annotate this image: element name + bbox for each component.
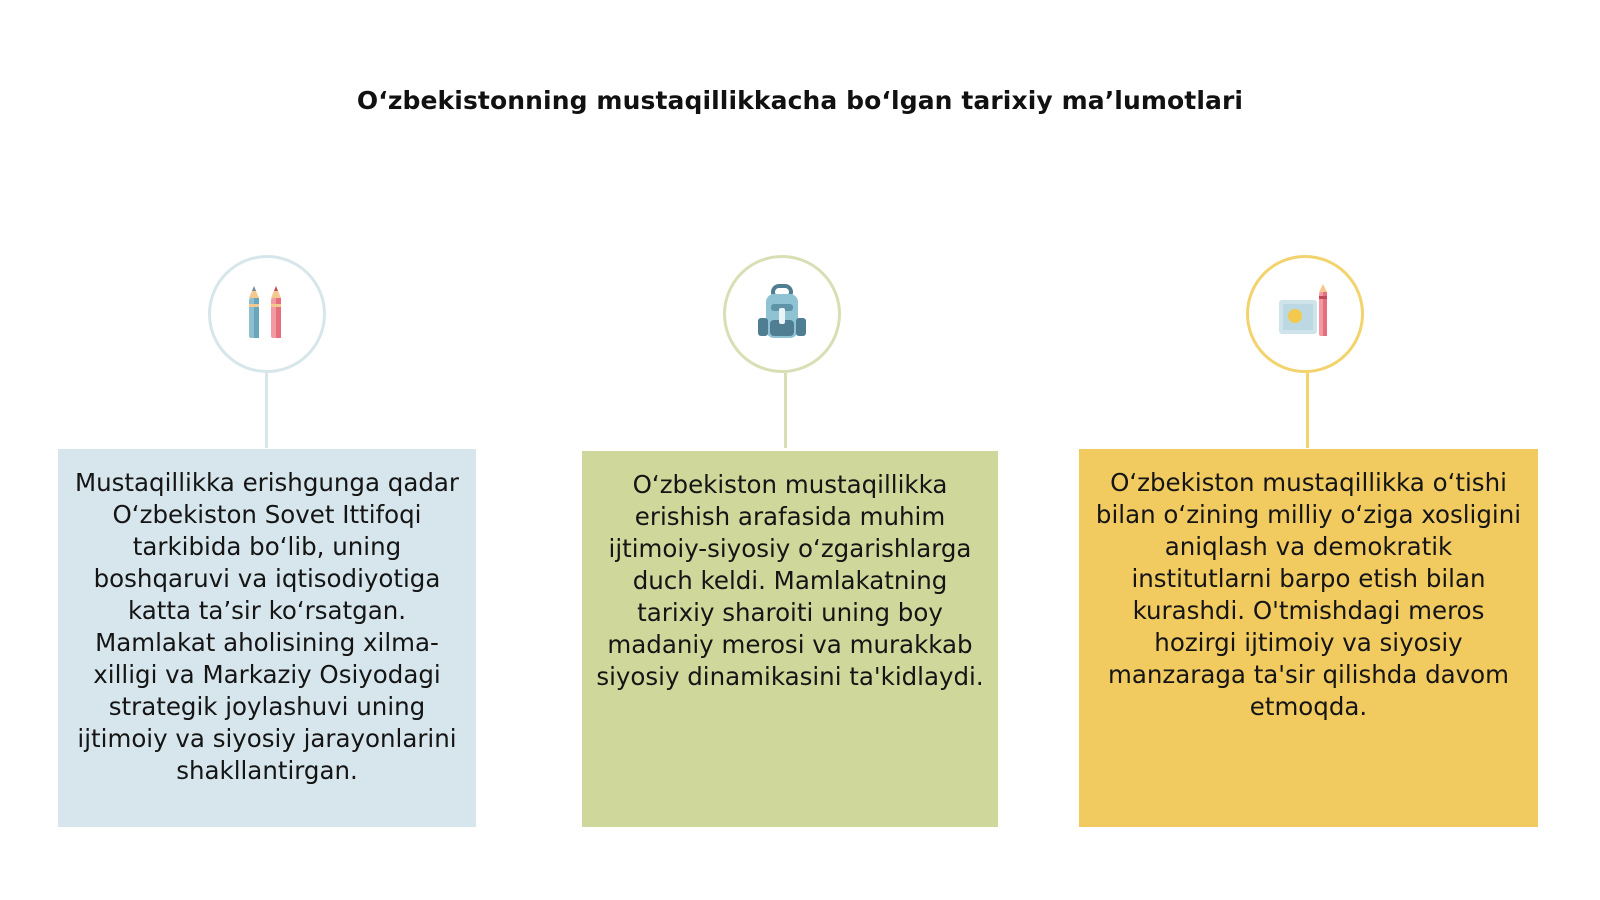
step-3-card	[1079, 449, 1538, 827]
step-1	[58, 0, 476, 900]
step-2-icon-circle	[723, 255, 841, 373]
backpack-icon	[752, 284, 812, 344]
step-2	[582, 0, 998, 900]
step-1-card	[58, 449, 476, 827]
step-2-card	[582, 451, 998, 827]
step-3-icon-circle	[1246, 255, 1364, 373]
step-1-icon-circle	[208, 255, 326, 373]
step-3	[1079, 0, 1538, 900]
step-1-text: Mustaqillikka erishgunga qadar O‘zbekiston Sovet Ittifoqi tarkibida bo‘lib, uning boshqaruvi va iqtisodiyotiga katta ta’sir ko‘rsatgan. Mamlakat aholisining xilma-xilligi va Markaziy Osiyodagi strategik joylashuvi uning ijtimoiy va siyosiy jarayonlarini shakllantirgan.	[75, 468, 459, 785]
pencils-icon	[241, 284, 293, 344]
step-3-text: O‘zbekiston mustaqillikka o‘tishi bilan o‘zining milliy o‘ziga xosligini aniqlash va demokratik institutlarni barpo etish bilan kurashdi. O'tmishdagi meros hozirgi ijtimoiy va siyosiy manzaraga ta'sir qilishda davom etmoqda.	[1095, 468, 1522, 721]
picture-pencil-icon	[1275, 284, 1335, 344]
step-2-connector	[784, 373, 787, 448]
page-title: O‘zbekistonning mustaqillikkacha bo‘lgan tarixiy ma’lumotlari	[356, 86, 1244, 115]
step-1-connector	[265, 373, 268, 448]
step-3-connector	[1306, 373, 1309, 448]
step-2-text: O‘zbekiston mustaqillikka erishish arafasida muhim ijtimoiy-siyosiy o‘zgarishlarga duch keldi. Mamlakatning tarixiy sharoiti uning boy madaniy merosi va murakkab siyosiy dinamikasini ta'kidlaydi.	[596, 470, 984, 691]
